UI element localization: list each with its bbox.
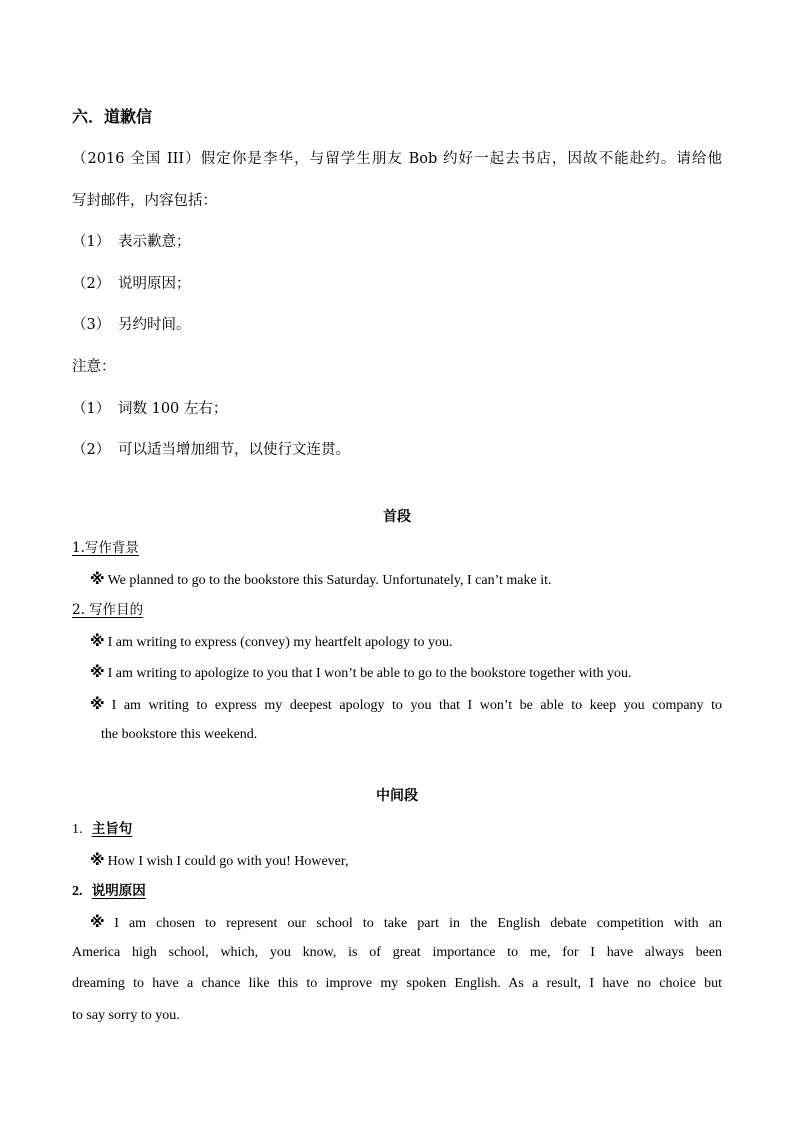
prompt-line-2: 写封邮件，内容包括： <box>72 193 217 209</box>
middle-para-heading: 中间段 <box>376 788 418 804</box>
item-number: （3） <box>72 317 111 333</box>
sub1-title: 主旨句 <box>91 821 133 837</box>
middle-para-reason-line-1: ※ I am chosen to represent our school to take part in the English debate competition with an <box>90 913 722 931</box>
middle-para-reason-line-4: to say sorry to you. <box>72 1008 180 1023</box>
first-para-sentence-3-cont: the bookstore this weekend. <box>101 727 258 742</box>
item-number: （1） <box>72 234 111 250</box>
note-item-1 <box>72 400 227 418</box>
reference-mark-icon: ※ <box>90 570 105 588</box>
note-label: 注意： <box>72 359 116 375</box>
note-text: 可以适当增加细节，以使行文连贯。 <box>118 442 350 458</box>
first-para-sub1: 1.写作背景 <box>72 540 139 556</box>
middle-para-reason-line-3: dreaming to have a chance like this to improve my spoken English. As a result, I have no choice but <box>72 976 722 991</box>
middle-para-sub1 <box>72 820 132 839</box>
first-para-sentence-3: ※ I am writing to express my deepest apology to you that I won’t be able to keep you company to <box>90 695 722 713</box>
first-para-sub2: 2. 写作目的 <box>72 602 144 618</box>
sub1-number: 1. <box>72 822 83 837</box>
prompt-item-2 <box>72 275 191 293</box>
note-number: （2） <box>72 442 111 458</box>
middle-para-sub1-sentence: ※ How I wish I could go with you! However, <box>90 851 349 869</box>
note-number: （1） <box>72 401 111 417</box>
sub2-title: 说明原因 <box>91 883 146 899</box>
prompt-item-1 <box>72 233 191 251</box>
first-para-sentence-1: ※ I am writing to express (convey) my heartfelt apology to you. <box>90 632 453 650</box>
first-para-heading: 首段 <box>383 509 411 525</box>
item-text: 表示歉意； <box>118 234 191 250</box>
reference-mark-icon: ※ <box>90 632 105 650</box>
middle-para-sub2 <box>72 882 146 901</box>
item-number: （2） <box>72 276 111 292</box>
prompt-item-3 <box>72 316 191 334</box>
first-para-sub1-sentence: ※ We planned to go to the bookstore this Saturday. Unfortunately, I can’t make it. <box>90 570 552 588</box>
sub2-number: 2. <box>72 884 83 899</box>
middle-para-reason-line-2: America high school, which, you know, is of great importance to me, for I have always been <box>72 945 722 960</box>
reference-mark-icon: ※ <box>90 695 109 713</box>
reference-mark-icon: ※ <box>90 913 112 931</box>
note-text: 词数 100 左右； <box>118 401 228 417</box>
first-para-sentence-2: ※ I am writing to apologize to you that I won’t be able to go to the bookstore together with you. <box>90 663 632 681</box>
item-text: 另约时间。 <box>118 317 191 333</box>
prompt-line-1: （2016 全国 III）假定你是李华，与留学生朋友 Bob 约好一起去书店，因故不能赴约。请给他 <box>72 151 722 167</box>
reference-mark-icon: ※ <box>90 663 105 681</box>
reference-mark-icon: ※ <box>90 851 105 869</box>
item-text: 说明原因； <box>118 276 191 292</box>
note-item-2 <box>72 441 350 459</box>
section-title: 六．道歉信 <box>72 107 153 126</box>
